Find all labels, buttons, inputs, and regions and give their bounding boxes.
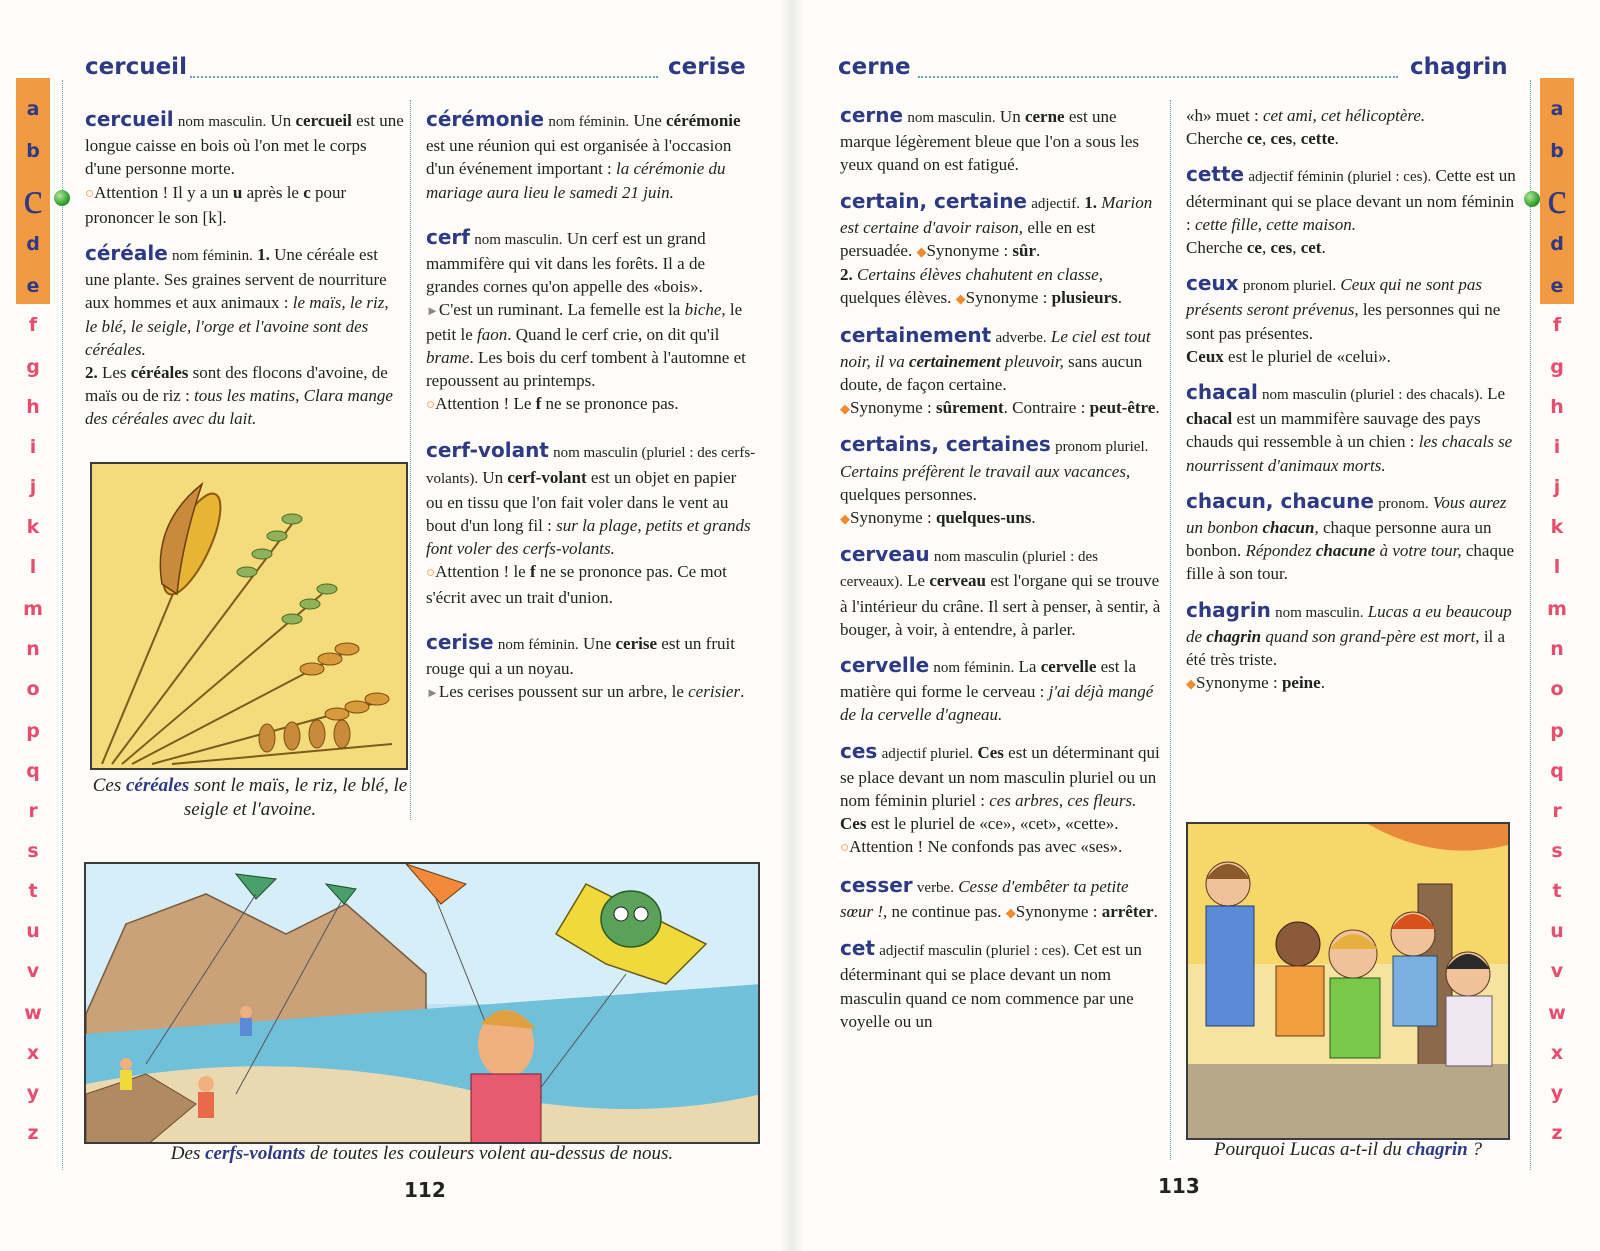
index-letter-j[interactable]: j bbox=[1553, 476, 1561, 498]
index-letter-v[interactable]: v bbox=[1550, 960, 1564, 982]
grammar-label: nom féminin. bbox=[548, 114, 630, 130]
entry-ces: ces adjectif pluriel. Ces est un déterminant qui se place devant un nom masculin pluriel ou un nom féminin pluriel : ces arbres, ces fleurs. Ces est le pluriel de «ce», «cet», «cette». ○Attention ! Ne confonds pas avec «ses». bbox=[840, 740, 1164, 861]
entry-certains: certains, certaines pronom pluriel. Certains préfèrent le travail aux vacances, quelques personnes. ◆Synonyme : quelques-uns. bbox=[840, 433, 1164, 530]
attention-icon: ○ bbox=[426, 565, 436, 582]
index-letter-k[interactable]: k bbox=[26, 516, 40, 538]
right-column-2 bbox=[1186, 104, 1516, 708]
index-letter-r[interactable]: r bbox=[1552, 800, 1562, 822]
triangle-icon: ► bbox=[426, 685, 439, 701]
grammar-label: nom masculin (pluriel : des cerfs-volants). bbox=[426, 445, 756, 487]
entry-chacun: chacun, chacune pronom. Vous aurez un bonbon chacun, chaque personne aura un bonbon. Répondez chacune à votre tour, chaque fille à son tour. bbox=[1186, 488, 1514, 584]
index-letter-c[interactable]: c bbox=[23, 174, 43, 223]
grammar-label: adjectif féminin (pluriel : ces). bbox=[1248, 169, 1432, 186]
index-letter-b[interactable]: b bbox=[1550, 140, 1564, 162]
grammar-label: nom masculin (pluriel : des chacals). bbox=[1262, 387, 1483, 404]
headword: ces bbox=[840, 738, 878, 763]
grammar-label: verbe. bbox=[916, 879, 954, 896]
index-letter-y[interactable]: y bbox=[1550, 1082, 1564, 1104]
grammar-label: adjectif pluriel. bbox=[881, 745, 974, 762]
left-column-2 bbox=[426, 108, 756, 717]
left-margin-rule bbox=[62, 80, 63, 1170]
entry-ceux: ceux pronom pluriel. Ceux qui ne sont pas présents seront prévenus, les personnes qui ne sont pas présentes. Ceux est le pluriel de «celui». bbox=[1186, 271, 1501, 366]
left-column-1 bbox=[85, 108, 405, 444]
attention-note: ○Attention ! Il y a un u après le c pour prononcer le son [k]. bbox=[85, 182, 347, 227]
index-letter-w[interactable]: w bbox=[1548, 1002, 1566, 1024]
index-letter-o[interactable]: o bbox=[26, 678, 40, 700]
headword: cerf bbox=[426, 224, 470, 249]
alphabet-index-right bbox=[1540, 78, 1574, 1188]
index-letter-e[interactable]: e bbox=[1550, 275, 1564, 297]
entry-cet: cet adjectif masculin (pluriel : ces). Cet est un déterminant qui se place devant un nom masculin quand ce nom commence par une voyelle ou un bbox=[840, 936, 1142, 1031]
synonym-icon: ◆ bbox=[955, 291, 966, 307]
attention-icon: ○ bbox=[85, 185, 95, 202]
headword: certainement bbox=[840, 322, 992, 347]
kites-beach-illustration bbox=[84, 862, 760, 1144]
synonym-icon: ◆ bbox=[1005, 904, 1016, 920]
entry-cerne: cerne nom masculin. Un cerne est une marque légèrement bleue que l'on a sous les yeux quand on est fatigué. bbox=[840, 103, 1140, 175]
index-letter-h[interactable]: h bbox=[26, 396, 40, 418]
info-note: ►Les cerises poussent sur un arbre, le cerisier. bbox=[426, 682, 745, 702]
grammar-label: nom féminin. bbox=[497, 636, 579, 653]
entry-chagrin: chagrin nom masculin. Lucas a eu beaucoup de chagrin quand son grand-père est mort, il a été très triste. ◆Synonyme : peine. bbox=[1186, 599, 1516, 696]
grammar-label: pronom. bbox=[1378, 495, 1429, 512]
guide-word-first: cercueil bbox=[85, 54, 187, 80]
grammar-label: nom féminin. bbox=[172, 248, 253, 265]
headword: cerveau bbox=[840, 542, 930, 567]
grammar-label: nom masculin (pluriel : des cerveaux). bbox=[840, 549, 1099, 591]
guide-word-first: cerne bbox=[838, 54, 911, 80]
guide-word-last: chagrin bbox=[1410, 54, 1508, 80]
entry-certainement: certainement adverbe. Le ciel est tout noir, il va certainement pleuvoir, sans aucun doute, de façon certaine. ◆Synonyme : sûrement. Contraire : peut-être. bbox=[840, 324, 1164, 421]
synonym-icon: ◆ bbox=[1186, 676, 1196, 692]
headword: cerise bbox=[426, 629, 494, 654]
headword: cercueil bbox=[85, 107, 174, 131]
index-letter-z[interactable]: z bbox=[27, 1122, 39, 1144]
entry-cette: cette adjectif féminin (pluriel : ces). Cette est un déterminant qui se place devant un nom féminin : cette fille, cette maison. Cherche ce, ces, cet. bbox=[1186, 162, 1516, 258]
headword: chagrin bbox=[1186, 597, 1271, 622]
headword: céréale bbox=[85, 241, 168, 266]
entry-cerveau: cerveau nom masculin (pluriel : des cerveaux). Le cerveau est l'organe qui se trouve à l'intérieur du crâne. Il sert à penser, à sentir, à bouger, à voir, à entendre, à parler. bbox=[840, 542, 1161, 639]
headword: ceux bbox=[1186, 271, 1239, 296]
index-letter-w[interactable]: w bbox=[24, 1002, 42, 1024]
grammar-label: nom féminin. bbox=[933, 660, 1015, 677]
grammar-label: nom masculin. bbox=[177, 114, 267, 130]
index-letter-i[interactable]: i bbox=[1553, 436, 1561, 458]
index-letter-d[interactable]: d bbox=[26, 233, 40, 255]
entry-cerise: cerise nom féminin. Une cerise est un fruit rouge qui a un noyau. ►Les cerises poussent sur un arbre, le cerisier. bbox=[426, 631, 756, 705]
attention-note: ○Attention ! Ne confonds pas avec «ses». bbox=[840, 837, 1123, 857]
index-letter-a[interactable]: a bbox=[26, 98, 40, 120]
index-letter-d[interactable]: d bbox=[1550, 233, 1564, 255]
triangle-icon: ► bbox=[426, 303, 439, 319]
index-letter-x[interactable]: x bbox=[1550, 1042, 1564, 1064]
entry-cerf-volant: cerf-volant nom masculin (pluriel : des cerfs-volants). Un cerf-volant est un objet en papier ou en tissu que l'on fait voler dans le vent au bout d'un long fil : sur la plage, petits et grands font voler des cerfs-volants. ○Attention ! le f ne se prononce pas. Ce mot s'écrit avec un trait d'union. bbox=[426, 439, 756, 608]
grammar-label: nom masculin. bbox=[1275, 604, 1364, 621]
index-letter-o[interactable]: o bbox=[1550, 678, 1564, 700]
info-note: ►C'est un ruminant. La femelle est la biche, le petit le faon. Quand le cerf crie, on dit qu'il brame. Les bois du cerf tombent à l'automne et repoussent au printemps. bbox=[426, 300, 746, 391]
grammar-label: adjectif masculin (pluriel : ces). bbox=[879, 943, 1070, 960]
attention-icon: ○ bbox=[426, 397, 436, 414]
index-letter-s[interactable]: s bbox=[27, 840, 39, 862]
entry-cercueil: cercueil nom masculin. Un cercueil est une longue caisse en bois où l'on met le corps d'une personne morte. ○Attention ! Il y a un u après le c pour prononcer le son [k]. bbox=[85, 108, 405, 229]
index-letter-s[interactable]: s bbox=[1551, 840, 1563, 862]
index-letter-g[interactable]: g bbox=[26, 356, 40, 378]
index-letter-h[interactable]: h bbox=[1550, 396, 1564, 418]
headword: cesser bbox=[840, 872, 913, 897]
index-letter-e[interactable]: e bbox=[26, 275, 40, 297]
entry-cesser: cesser verbe. Cesse d'embêter ta petite sœur !, ne continue pas. ◆Synonyme : arrêter. bbox=[840, 872, 1158, 921]
marker-dot bbox=[54, 190, 70, 206]
marker-dot bbox=[1524, 191, 1540, 207]
headword-feminine: chacune bbox=[1280, 488, 1374, 513]
synonym-icon: ◆ bbox=[916, 244, 927, 260]
synonym-note: ◆Synonyme : quelques-uns. bbox=[840, 508, 1036, 528]
index-letter-n[interactable]: n bbox=[26, 638, 40, 660]
headword-feminine: certaine bbox=[934, 188, 1027, 213]
headword: certain bbox=[840, 188, 920, 213]
headword: chacun bbox=[1186, 488, 1266, 513]
grammar-label: pronom pluriel. bbox=[1242, 278, 1337, 295]
index-letter-g[interactable]: g bbox=[1550, 356, 1564, 378]
headword: chacal bbox=[1186, 380, 1258, 405]
index-letter-u[interactable]: u bbox=[26, 920, 40, 942]
headword: cervelle bbox=[840, 653, 930, 678]
index-letter-q[interactable]: q bbox=[26, 760, 40, 782]
headword-feminine: certaines bbox=[945, 432, 1051, 457]
right-column-1 bbox=[840, 104, 1164, 1046]
index-letter-n[interactable]: n bbox=[1550, 638, 1564, 660]
page-number-left: 112 bbox=[404, 1178, 446, 1202]
entry-ceremonie: cérémonie nom féminin. Une cérémonie est une réunion qui est organisée à l'occasion d'un événement important : la cérémonie du mariage aura lieu le samedi 21 juin. bbox=[426, 107, 741, 202]
index-letter-k[interactable]: k bbox=[1550, 516, 1564, 538]
index-letter-f[interactable]: f bbox=[28, 314, 38, 336]
synonym-icon: ◆ bbox=[840, 401, 850, 417]
chagrin-caption: Pourquoi Lucas a-t-il du chagrin ? bbox=[1214, 1139, 1482, 1160]
index-letter-u[interactable]: u bbox=[1550, 920, 1564, 942]
synonym-icon: ◆ bbox=[840, 511, 850, 527]
grammar-label: pronom pluriel. bbox=[1055, 439, 1149, 456]
attention-icon: ○ bbox=[840, 840, 850, 857]
headword: cérémonie bbox=[426, 107, 545, 131]
entry-cet-continued: «h» muet : cet ami, cet hélicoptère. Cherche ce, ces, cette. bbox=[1186, 106, 1426, 149]
grammar-label: nom masculin. bbox=[907, 110, 996, 126]
attention-note: ○Attention ! Le f ne se prononce pas. bbox=[426, 394, 679, 414]
header-rule bbox=[918, 76, 1398, 78]
index-letter-f[interactable]: f bbox=[1552, 314, 1562, 336]
index-letter-v[interactable]: v bbox=[26, 960, 40, 982]
headword: cette bbox=[1186, 162, 1245, 187]
guide-word-last: cerise bbox=[668, 54, 746, 80]
index-letter-l[interactable]: l bbox=[29, 556, 37, 578]
index-letter-t[interactable]: t bbox=[28, 880, 38, 902]
entry-cerf: cerf nom masculin. Un cerf est un grand mammifère qui vit dans les forêts. Il a de grandes cornes qu'on appelle des «bois». ►C'est un ruminant. La femelle est la biche, le petit le faon. Quand le cerf crie, on dit qu'il brame. Les bois du cerf tombent à l'automne et repoussent au printemps. ○Attention ! Le f ne se prononce pas. bbox=[426, 226, 756, 418]
book-gutter bbox=[780, 0, 804, 1251]
index-letter-q[interactable]: q bbox=[1550, 760, 1564, 782]
index-letter-t[interactable]: t bbox=[1552, 880, 1562, 902]
alphabet-index-left bbox=[16, 78, 50, 1188]
index-letter-x[interactable]: x bbox=[26, 1042, 40, 1064]
entry-cereale: céréale nom féminin. 1. Une céréale est une plante. Ses graines servent de nourriture aux hommes et aux animaux : le maïs, le riz, le blé, le seigle, l'orge et l'avoine sont des céréales. 2. Les céréales sont des flocons d'avoine, de maïs ou de riz : tous les matins, Clara mange des céréales avec du lait. bbox=[85, 241, 393, 429]
headword: cerne bbox=[840, 103, 904, 127]
cereals-caption: Ces céréales sont le maïs, le riz, le blé, le seigle et l'avoine. bbox=[92, 775, 408, 820]
index-letter-p[interactable]: p bbox=[26, 720, 40, 742]
right-margin-rule bbox=[1530, 80, 1531, 1170]
grammar-label: adverbe. bbox=[995, 329, 1047, 346]
sad-children-illustration bbox=[1186, 822, 1510, 1140]
cereals-illustration bbox=[90, 462, 408, 770]
page-number-right: 113 bbox=[1158, 1174, 1200, 1198]
headword: cet bbox=[840, 936, 875, 961]
index-letter-p[interactable]: p bbox=[1550, 720, 1564, 742]
entry-cervelle: cervelle nom féminin. La cervelle est la matière qui forme le cerveau : j'ai déjà mangé de la cervelle d'agneau. bbox=[840, 653, 1154, 725]
index-letter-r[interactable]: r bbox=[28, 800, 38, 822]
entry-certain: certain, certaine adjectif. 1. Marion est certaine d'avoir raison, elle en est persuadée. ◆Synonyme : sûr. 2. Certains élèves chahutent en classe, quelques élèves. ◆Synonyme : plusieurs. bbox=[840, 188, 1153, 308]
index-letter-y[interactable]: y bbox=[26, 1082, 40, 1104]
column-divider bbox=[410, 100, 411, 820]
grammar-label: adjectif. bbox=[1031, 195, 1080, 212]
header-rule bbox=[190, 76, 658, 78]
index-letter-m[interactable]: m bbox=[1547, 598, 1567, 620]
index-letter-c[interactable]: c bbox=[1547, 174, 1567, 223]
index-letter-l[interactable]: l bbox=[1553, 556, 1561, 578]
index-letter-b[interactable]: b bbox=[26, 140, 40, 162]
entry-chacal: chacal nom masculin (pluriel : des chacals). Le chacal est un mammifère sauvage des pays chauds qui ressemble à un chien : les chacals se nourrissent d'animaux morts. bbox=[1186, 380, 1513, 475]
attention-note: ○Attention ! le f ne se prononce pas. Ce mot s'écrit avec un trait d'union. bbox=[426, 562, 727, 607]
index-letter-a[interactable]: a bbox=[1550, 98, 1564, 120]
index-letter-m[interactable]: m bbox=[23, 598, 43, 620]
headword: certains bbox=[840, 432, 932, 457]
column-divider bbox=[1170, 100, 1171, 1160]
headword: cerf-volant bbox=[426, 438, 549, 463]
index-letter-i[interactable]: i bbox=[29, 436, 37, 458]
index-letter-z[interactable]: z bbox=[1551, 1122, 1563, 1144]
index-letter-j[interactable]: j bbox=[29, 476, 37, 498]
kites-caption: Des cerfs-volants de toutes les couleurs volent au-dessus de nous. bbox=[170, 1143, 674, 1164]
synonym-note: ◆Synonyme : sûrement. Contraire : peut-être. bbox=[840, 398, 1160, 418]
grammar-label: nom masculin. bbox=[474, 231, 563, 248]
synonym-note: ◆Synonyme : peine. bbox=[1186, 673, 1325, 693]
